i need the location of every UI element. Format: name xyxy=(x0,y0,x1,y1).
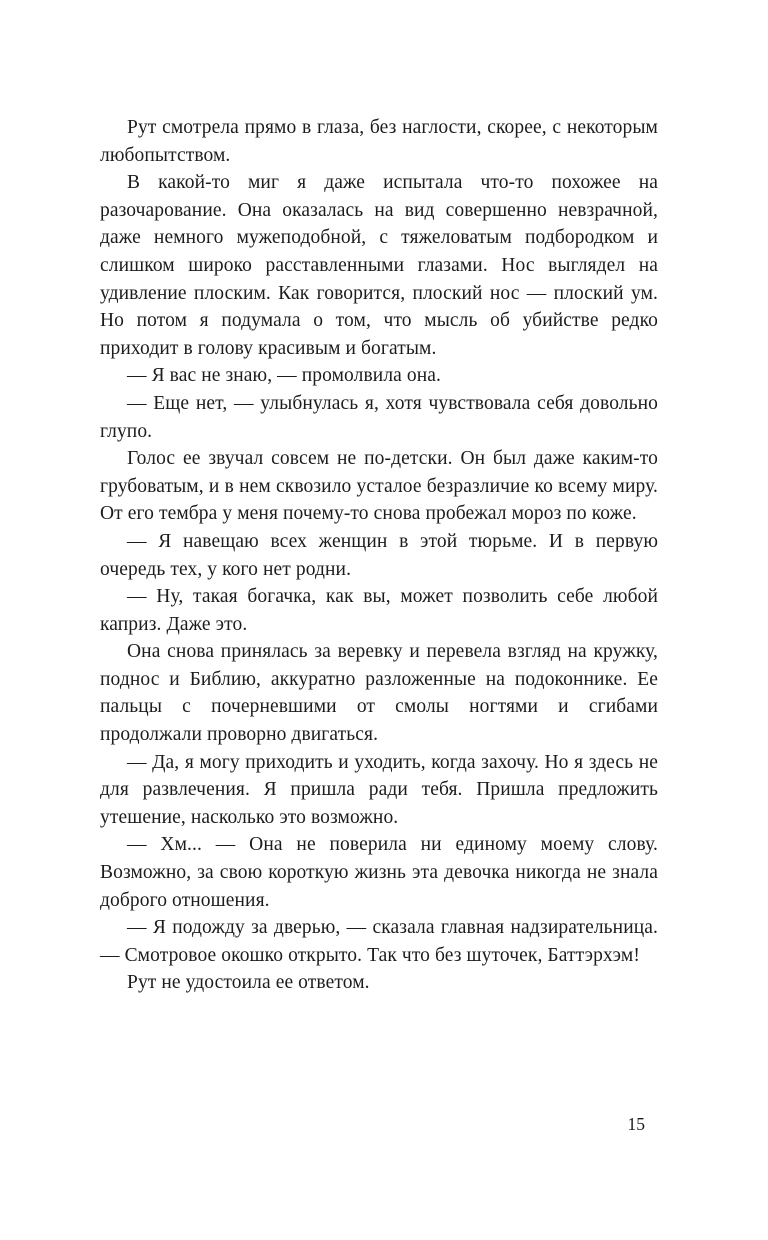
paragraph: — Да, я могу приходить и уходить, когда захочу. Но я здесь не для развлечения. Я пришла ради тебя. Пришла предложить утешение, насколько это возможно. xyxy=(100,751,658,828)
paragraph: — Я подожду за дверью, — сказала главная надзирательница. — Смотровое окошко открыто. Так что без шуточек, Баттэрхэм! xyxy=(100,917,658,966)
paragraph: Рут не удостоила ее ответом. xyxy=(127,972,370,994)
paragraph: Голос ее звучал совсем не по-детски. Он был даже каким-то грубоватым, и в нем сквозило усталое безразличие ко всему миру. От его тембра у меня почему-то снова пробежал мороз по коже. xyxy=(100,448,658,525)
paragraph: — Я вас не знаю, — промолвила она. xyxy=(127,365,441,387)
paragraph: Она снова принялась за веревку и перевела взгляд на кружку, поднос и Библию, аккуратно разложенные на подоконнике. Ее пальцы с почерневшими от смолы ногтями и сгибами продолжали проворно двигаться. xyxy=(100,641,658,746)
paragraph: — Ну, такая богачка, как вы, может позволить себе любой каприз. Даже это. xyxy=(100,586,658,635)
page-number: 15 xyxy=(627,1114,645,1134)
paragraph: Рут смотрела прямо в глаза, без наглости, скорее, с некоторым любопытством. xyxy=(100,117,658,166)
paragraph: — Хм... — Она не поверила ни единому моему слову. Возможно, за свою короткую жизнь эта девочка никогда не знала доброго отношения. xyxy=(100,834,658,911)
paragraph: В какой-то миг я даже испытала что-то похожее на разочарование. Она оказалась на вид совершенно невзрачной, даже немного мужеподобной, с тяжеловатым подбородком и слишком широко расставленными глазами. Нос выглядел на удивление плоским. Как говорится, плоский нос — плоский ум. Но потом я подумала о том, что мысль об убийстве редко приходит в голову красивым и богатым. xyxy=(100,172,658,359)
page-text-block xyxy=(100,114,658,997)
paragraph: — Я навещаю всех женщин в этой тюрьме. И в первую очередь тех, у кого нет родни. xyxy=(100,530,658,580)
paragraph: — Еще нет, — улыбнулась я, хотя чувствовала себя довольно глупо. xyxy=(100,392,658,442)
